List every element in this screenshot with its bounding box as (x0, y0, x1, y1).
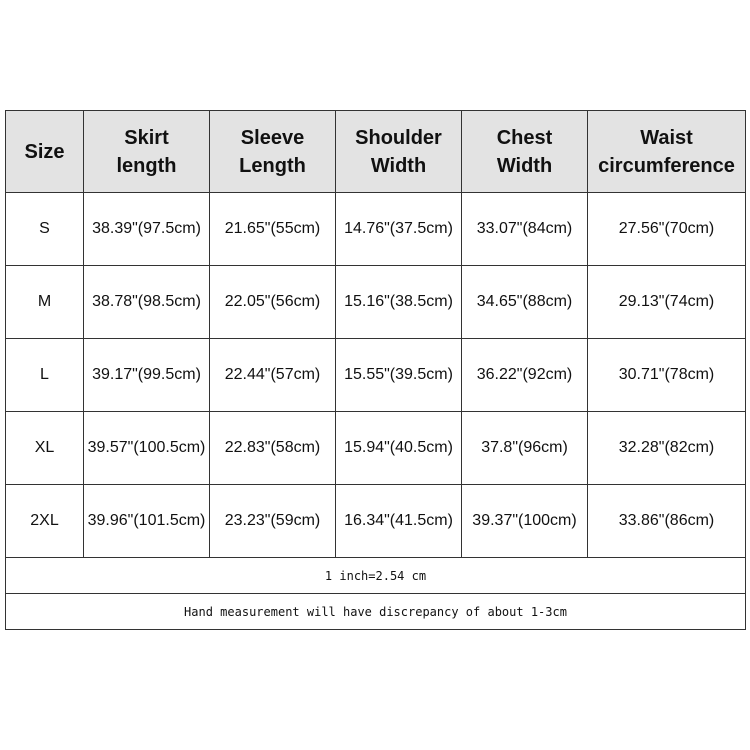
cell-skirt-length: 38.78"(98.5cm) (84, 266, 210, 339)
cell-shoulder-width: 15.55"(39.5cm) (336, 339, 462, 412)
note-measurement-discrepancy: Hand measurement will have discrepancy of about 1-3cm (6, 594, 746, 630)
cell-chest-width: 34.65"(88cm) (462, 266, 588, 339)
header-shoulder-width-line1: Shoulder (355, 126, 442, 149)
header-skirt-length-line1: Skirt (124, 126, 169, 149)
cell-sleeve-length: 22.83"(58cm) (210, 412, 336, 485)
header-sleeve-length-line2: Length (239, 154, 306, 177)
cell-waist-circumference: 29.13"(74cm) (588, 266, 746, 339)
table-row-xl (6, 412, 746, 485)
cell-skirt-length: 39.96"(101.5cm) (84, 485, 210, 558)
cell-size: S (6, 193, 84, 266)
table-row-l (6, 339, 746, 412)
table-row-m (6, 266, 746, 339)
cell-sleeve-length: 21.65"(55cm) (210, 193, 336, 266)
cell-skirt-length: 38.39"(97.5cm) (84, 193, 210, 266)
cell-skirt-length: 39.57"(100.5cm) (84, 412, 210, 485)
cell-shoulder-width: 15.94"(40.5cm) (336, 412, 462, 485)
cell-skirt-length: 39.17"(99.5cm) (84, 339, 210, 412)
header-waist-circumference (588, 111, 746, 193)
note-row-measurement-discrepancy (6, 594, 746, 630)
header-shoulder-width-line2: Width (370, 154, 427, 177)
header-waist-circumference-line1: Waist (640, 126, 693, 149)
cell-size: L (6, 339, 84, 412)
header-chest-width-line2: Width (496, 154, 553, 177)
cell-waist-circumference: 30.71"(78cm) (588, 339, 746, 412)
cell-size: M (6, 266, 84, 339)
cell-chest-width: 36.22"(92cm) (462, 339, 588, 412)
note-unit-conversion: 1 inch=2.54 cm (6, 558, 746, 594)
cell-shoulder-width: 14.76"(37.5cm) (336, 193, 462, 266)
cell-waist-circumference: 27.56"(70cm) (588, 193, 746, 266)
header-chest-width-line1: Chest (496, 126, 553, 149)
cell-chest-width: 37.8"(96cm) (462, 412, 588, 485)
cell-waist-circumference: 32.28"(82cm) (588, 412, 746, 485)
cell-chest-width: 33.07"(84cm) (462, 193, 588, 266)
header-sleeve-length-line1: Sleeve (240, 126, 305, 149)
header-chest-width (462, 111, 588, 193)
header-waist-circumference-line2: circumference (598, 154, 735, 177)
note-row-unit-conversion (6, 558, 746, 594)
cell-shoulder-width: 15.16"(38.5cm) (336, 266, 462, 339)
header-size-label: Size (24, 140, 65, 163)
header-size (6, 111, 84, 193)
table-row-2xl (6, 485, 746, 558)
cell-sleeve-length: 23.23"(59cm) (210, 485, 336, 558)
header-row (6, 111, 746, 193)
size-chart-table (5, 110, 746, 630)
cell-sleeve-length: 22.44"(57cm) (210, 339, 336, 412)
table-row-s (6, 193, 746, 266)
header-sleeve-length (210, 111, 336, 193)
cell-sleeve-length: 22.05"(56cm) (210, 266, 336, 339)
header-skirt-length (84, 111, 210, 193)
cell-waist-circumference: 33.86"(86cm) (588, 485, 746, 558)
cell-shoulder-width: 16.34"(41.5cm) (336, 485, 462, 558)
cell-size: XL (6, 412, 84, 485)
header-shoulder-width (336, 111, 462, 193)
cell-chest-width: 39.37"(100cm) (462, 485, 588, 558)
cell-size: 2XL (6, 485, 84, 558)
header-skirt-length-line2: length (116, 154, 177, 177)
